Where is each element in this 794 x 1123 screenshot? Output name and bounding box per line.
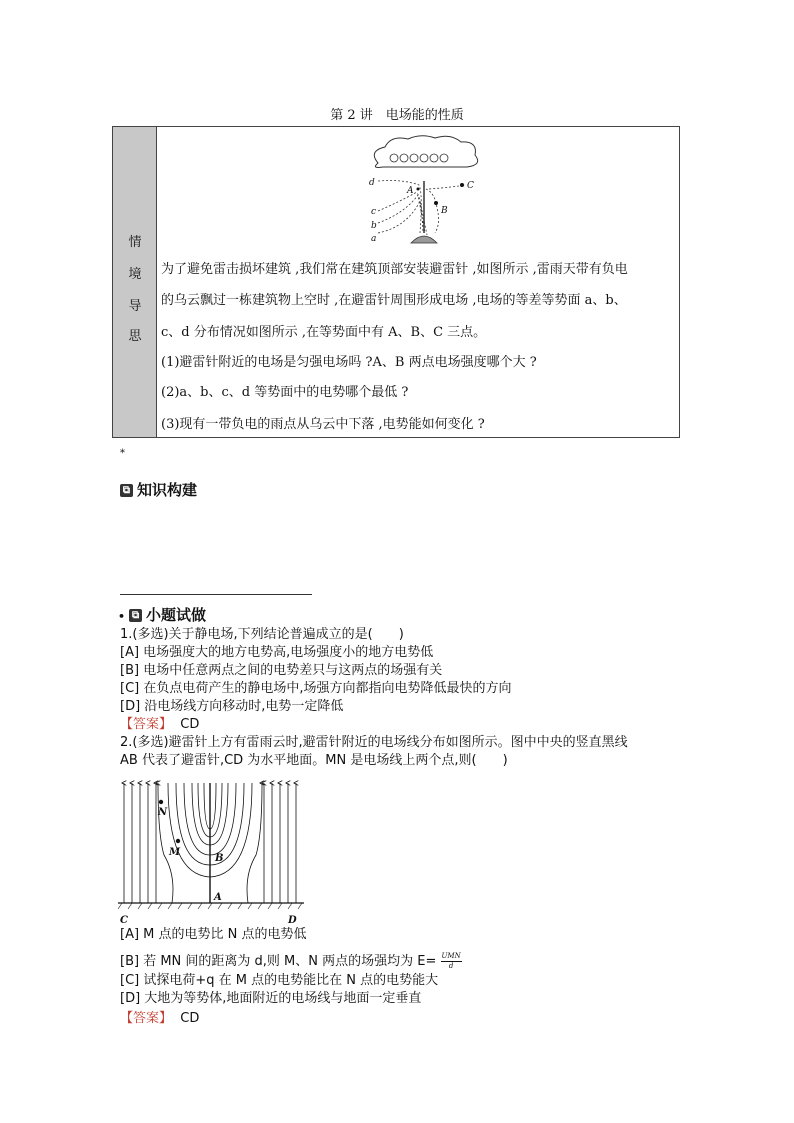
page-title: 第 2 讲 电场能的性质 bbox=[330, 108, 464, 123]
label-b: b bbox=[371, 221, 377, 231]
sidebar-char: 导 bbox=[128, 299, 142, 314]
q1-stem: 1.(多选)关于静电场,下列结论普遍成立的是( ) bbox=[120, 627, 404, 642]
q2-stem-line-2: AB 代表了避雷针,CD 为水平地面。MN 是电场线上两个点,则( ) bbox=[120, 753, 508, 768]
label-A: A bbox=[214, 892, 222, 903]
knowledge-heading-text: 知识构建 bbox=[137, 481, 198, 499]
situation-paragraph-line: 的乌云飘过一栋建筑物上空时 ,在避雷针周围形成电场 ,电场的等差等势面 a、b、 bbox=[161, 293, 627, 308]
label-B: B bbox=[215, 853, 224, 864]
q2-option-a: [A] M 点的电势比 N 点的电势低 bbox=[120, 927, 307, 942]
bullet: • bbox=[118, 610, 126, 623]
equipotential-lines bbox=[378, 181, 465, 236]
q1-option-d: [D] 沿电场线方向移动时,电势一定降低 bbox=[120, 699, 344, 714]
point-c bbox=[460, 183, 464, 187]
q1-option-b: [B] 电场中任意两点之间的电势差只与这两点的场强有关 bbox=[120, 663, 443, 678]
ground-hatching bbox=[118, 903, 302, 909]
section-icon: ⧉ bbox=[120, 484, 133, 497]
q2-option-b bbox=[120, 952, 462, 971]
sidebar-char: 情 bbox=[128, 235, 142, 250]
q1-answer bbox=[120, 716, 199, 734]
formula-denominator: d bbox=[448, 962, 454, 970]
label-A: A bbox=[407, 186, 414, 196]
label-c: c bbox=[371, 207, 377, 217]
label-M: M bbox=[169, 847, 181, 858]
label-C: C bbox=[467, 181, 474, 191]
divider bbox=[120, 594, 312, 595]
label-C: C bbox=[120, 915, 128, 926]
situation-box bbox=[112, 126, 680, 438]
answer-key: 【答案】 bbox=[120, 1011, 173, 1026]
situation-paragraph-line: c、d 分布情况如图所示 ,在等势面中有 A、B、C 三点。 bbox=[161, 325, 487, 340]
field-lines-figure bbox=[118, 775, 308, 927]
label-D: D bbox=[288, 915, 297, 926]
q2-option-c: [C] 试探电荷+q 在 M 点的电势能比在 N 点的电势能大 bbox=[120, 973, 439, 988]
q2-answer bbox=[120, 1010, 199, 1028]
situation-question-1: (1)避雷针附近的电场是匀强电场吗 ?A、B 两点电场强度哪个大 ? bbox=[161, 355, 537, 370]
answer-value: CD bbox=[180, 1011, 200, 1026]
formula-fraction bbox=[441, 952, 462, 971]
q2-option-d: [D] 大地为等势体,地面附近的电场线与地面一定垂直 bbox=[120, 991, 422, 1006]
q2-stem-line-1: 2.(多选)避雷针上方有雷雨云时,避雷针附近的电场线分布如图所示。图中中央的竖直黑线 bbox=[120, 735, 628, 750]
knowledge-heading bbox=[120, 479, 197, 500]
q2-option-b-text: [B] 若 MN 间的距离为 d,则 M、N 两点的场强均为 E= bbox=[120, 954, 437, 969]
sidebar-char: 思 bbox=[128, 329, 142, 344]
q1-option-c: [C] 在负点电荷产生的静电场中,场强方向都指向电势降低最快的方向 bbox=[120, 681, 512, 696]
label-B: B bbox=[441, 206, 448, 216]
lightning-rod-figure bbox=[363, 133, 493, 251]
situation-question-2: (2)a、b、c、d 等势面中的电势哪个最低 ? bbox=[161, 385, 409, 400]
situation-sidebar bbox=[113, 127, 157, 437]
label-a: a bbox=[371, 234, 377, 244]
cloud bbox=[374, 136, 477, 168]
answer-key: 【答案】 bbox=[120, 717, 173, 732]
label-d: d bbox=[369, 178, 375, 188]
point-N bbox=[159, 800, 163, 804]
stray-mark: * bbox=[120, 448, 125, 459]
section-icon: ⧉ bbox=[129, 609, 142, 622]
point-a bbox=[417, 188, 420, 191]
point-b bbox=[434, 201, 438, 205]
label-N: N bbox=[158, 807, 168, 818]
practice-heading bbox=[118, 604, 206, 625]
practice-heading-text: 小题试做 bbox=[146, 606, 207, 624]
building-dome bbox=[411, 236, 437, 243]
answer-value: CD bbox=[180, 717, 200, 732]
sidebar-char: 境 bbox=[128, 267, 142, 282]
situation-question-3: (3)现有一带负电的雨点从乌云中下落 ,电势能如何变化 ? bbox=[161, 417, 485, 432]
situation-paragraph-line: 为了避免雷击损坏建筑 ,我们常在建筑顶部安装避雷针 ,如图所示 ,雷雨天带有负电 bbox=[161, 262, 628, 277]
formula-numerator: UMN bbox=[441, 952, 461, 960]
q1-option-a: [A] 电场强度大的地方电势高,电场强度小的地方电势低 bbox=[120, 645, 434, 660]
point-M bbox=[176, 839, 180, 843]
